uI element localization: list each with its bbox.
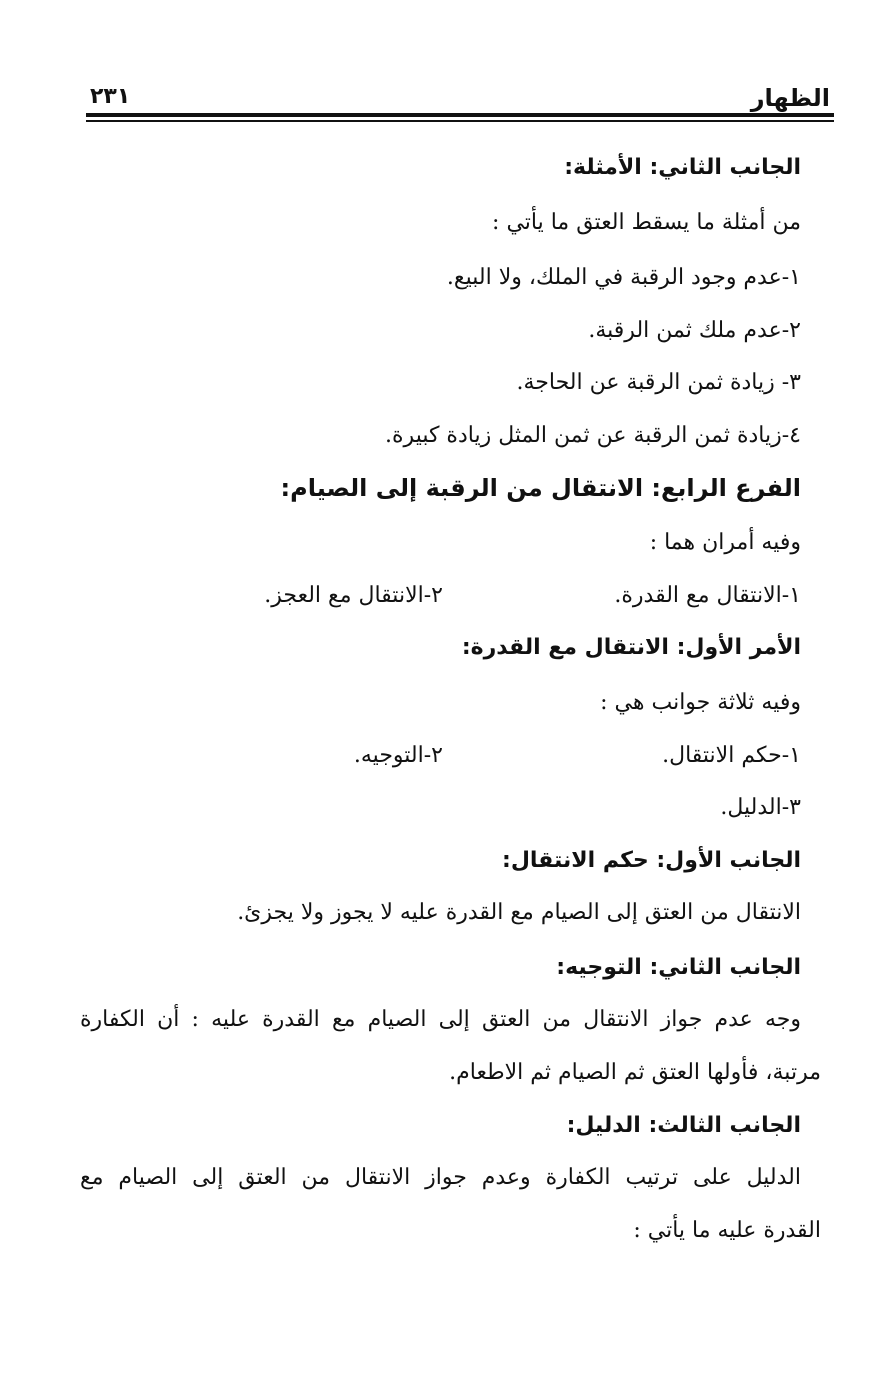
list-item: ٢-الانتقال مع العجز. (264, 583, 443, 608)
list-item: ١-الانتقال مع القدرة. (614, 583, 801, 608)
list-item: ٢-التوجيه. (353, 743, 443, 768)
section-heading: الجانب الثاني: الأمثلة: (564, 155, 801, 180)
section-heading: الأمر الأول: الانتقال مع القدرة: (461, 635, 801, 660)
paragraph-line: وفيه أمران هما : (649, 530, 801, 555)
subsection-heading: الفرع الرابع: الانتقال من الرقبة إلى الصيام: (280, 474, 801, 502)
paragraph-line: وجه عدم جواز الانتقال من العتق إلى الصيام مع القدرة عليه : أن الكفارة (80, 1007, 801, 1032)
list-item: ١-عدم وجود الرقبة في الملك، ولا البيع. (446, 265, 801, 290)
list-item: ٤-زيادة ثمن الرقبة عن ثمن المثل زيادة كبيرة. (385, 423, 801, 448)
list-item: ٢-عدم ملك ثمن الرقبة. (588, 318, 801, 343)
section-heading: الجانب الأول: حكم الانتقال: (502, 848, 801, 873)
paragraph-line: الدليل على ترتيب الكفارة وعدم جواز الانتقال من العتق إلى الصيام مع (80, 1165, 801, 1190)
section-heading: الجانب الثالث: الدليل: (566, 1113, 801, 1138)
paragraph-line: مرتبة، فأولها العتق ثم الصيام ثم الاطعام. (449, 1060, 821, 1085)
header-rule-thick (86, 113, 834, 117)
page-number: ٢٣١ (90, 84, 131, 109)
chapter-title: الظهار (750, 84, 830, 112)
header-rule-thin (86, 120, 834, 122)
paragraph-line: الانتقال من العتق إلى الصيام مع القدرة عليه لا يجوز ولا يجزئ. (237, 900, 801, 925)
paragraph-line: وفيه ثلاثة جوانب هي : (600, 690, 801, 715)
list-item: ٣-الدليل. (720, 795, 801, 820)
list-item: ١-حكم الانتقال. (662, 743, 801, 768)
list-item: ٣- زيادة ثمن الرقبة عن الحاجة. (516, 370, 801, 395)
paragraph-line: من أمثلة ما يسقط العتق ما يأتي : (492, 210, 801, 235)
paragraph-line: القدرة عليه ما يأتي : (633, 1218, 821, 1243)
section-heading: الجانب الثاني: التوجيه: (556, 955, 801, 980)
